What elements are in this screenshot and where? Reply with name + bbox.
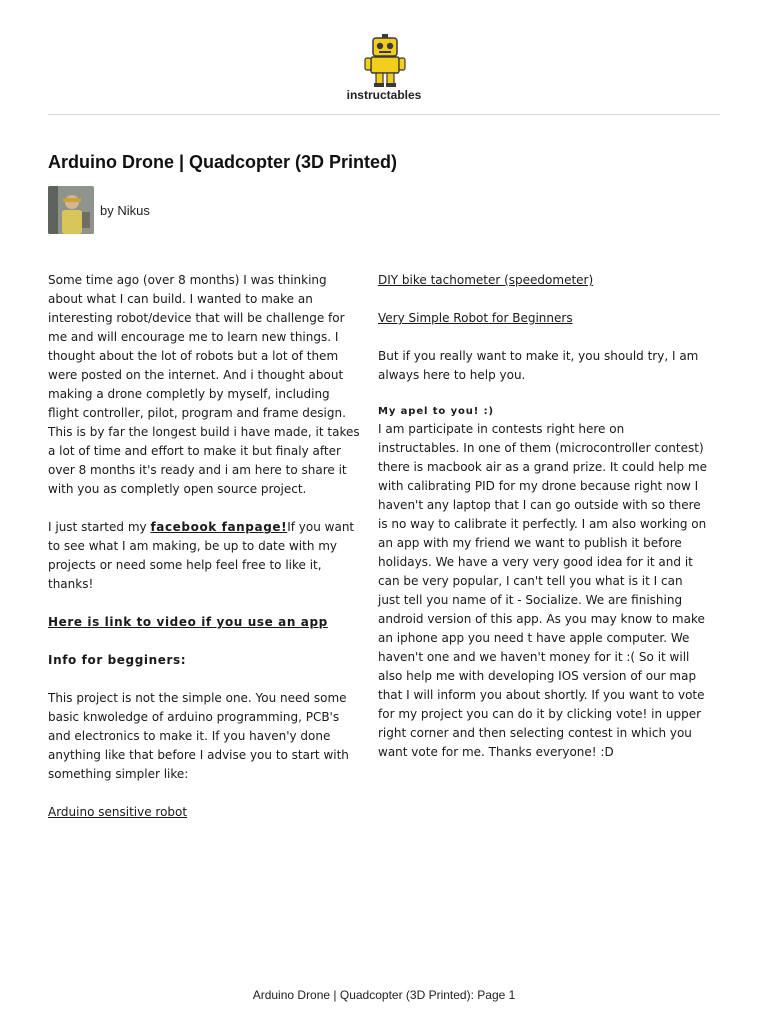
fanpage-text-after: If you want to see what I am making, be up to date with my projects or need some help feel free to like it, thanks! [48, 520, 355, 591]
fanpage-paragraph [48, 518, 364, 594]
bike-tachometer-link[interactable]: DIY bike tachometer (speedometer) [378, 273, 594, 287]
contest-paragraph: I am participate in contests right here on instructables. In one of them (microcontroller contest) there is macbook air as a grand prize. It could help me with calibrating PID for my drone because right now I haven't any laptop that I can go outside with so there is no way to calibrate it perfectly. I am also working on an app with my friend we want to publish it before holidays. We have a very very good idea for it and it can be very popular, I can't tell you what is it I can just tell you name of it - Socialize. We are finishing android version of this app. As you may know to make an iphone app you need t have apple computer. We haven't one and we haven't money for it :( So it will also help me with developing IOS version of our map that I will inform you about shortly. If you want to vote for my project you can do it by clicking vote! in upper right corner and then selecting contest in which you want vote for me. Thanks everyone! :D [378, 422, 708, 759]
author-avatar[interactable] [48, 186, 94, 234]
avatar-photo-icon [48, 186, 94, 234]
facebook-fanpage-link[interactable]: facebook fanpage! [150, 520, 288, 534]
video-link[interactable]: Here is link to video if you use an app [48, 615, 328, 629]
apel-heading: My apel to you! :) [378, 406, 494, 417]
left-column [48, 271, 364, 841]
brand-name: instructables [346, 88, 422, 102]
right-column [378, 271, 708, 781]
help-paragraph: But if you really want to make it, you should try, I am always here to help you. [378, 349, 699, 382]
simple-robot-link[interactable]: Very Simple Robot for Beginners [378, 311, 573, 325]
beginners-paragraph: This project is not the simple one. You need some basic knwoledge of arduino programming, PCB's and electronics to make it. If you haven'y done anything like that before I advise you to start with something simpler like: [48, 691, 349, 781]
header-divider [48, 114, 720, 115]
info-heading: Info for begginers: [48, 653, 187, 667]
page-title: Arduino Drone | Quadcopter (3D Printed) [48, 152, 398, 172]
fanpage-text-before: I just started my [48, 520, 151, 534]
page-footer: Arduino Drone | Quadcopter (3D Printed): Page 1 [252, 988, 516, 1002]
arduino-sensitive-robot-link[interactable]: Arduino sensitive robot [48, 805, 188, 819]
instructables-robot-logo-icon [363, 34, 407, 88]
author-byline[interactable]: by Nikus [100, 203, 150, 218]
intro-paragraph: Some time ago (over 8 months) I was thinking about what I can build. I wanted to make an interesting robot/device that will be challenge for me and will encourage me to learn new things. I thought about the lot of robots but a lot of them were posted on the internet. And i thought about making a drone completly by myself, including flight controller, pilot, program and frame design. This is by far the longest build i have made, it takes a lot of time and effort to make it but finaly after over 8 months it's ready and i am here to share it with you as completly open source project. [48, 273, 360, 496]
